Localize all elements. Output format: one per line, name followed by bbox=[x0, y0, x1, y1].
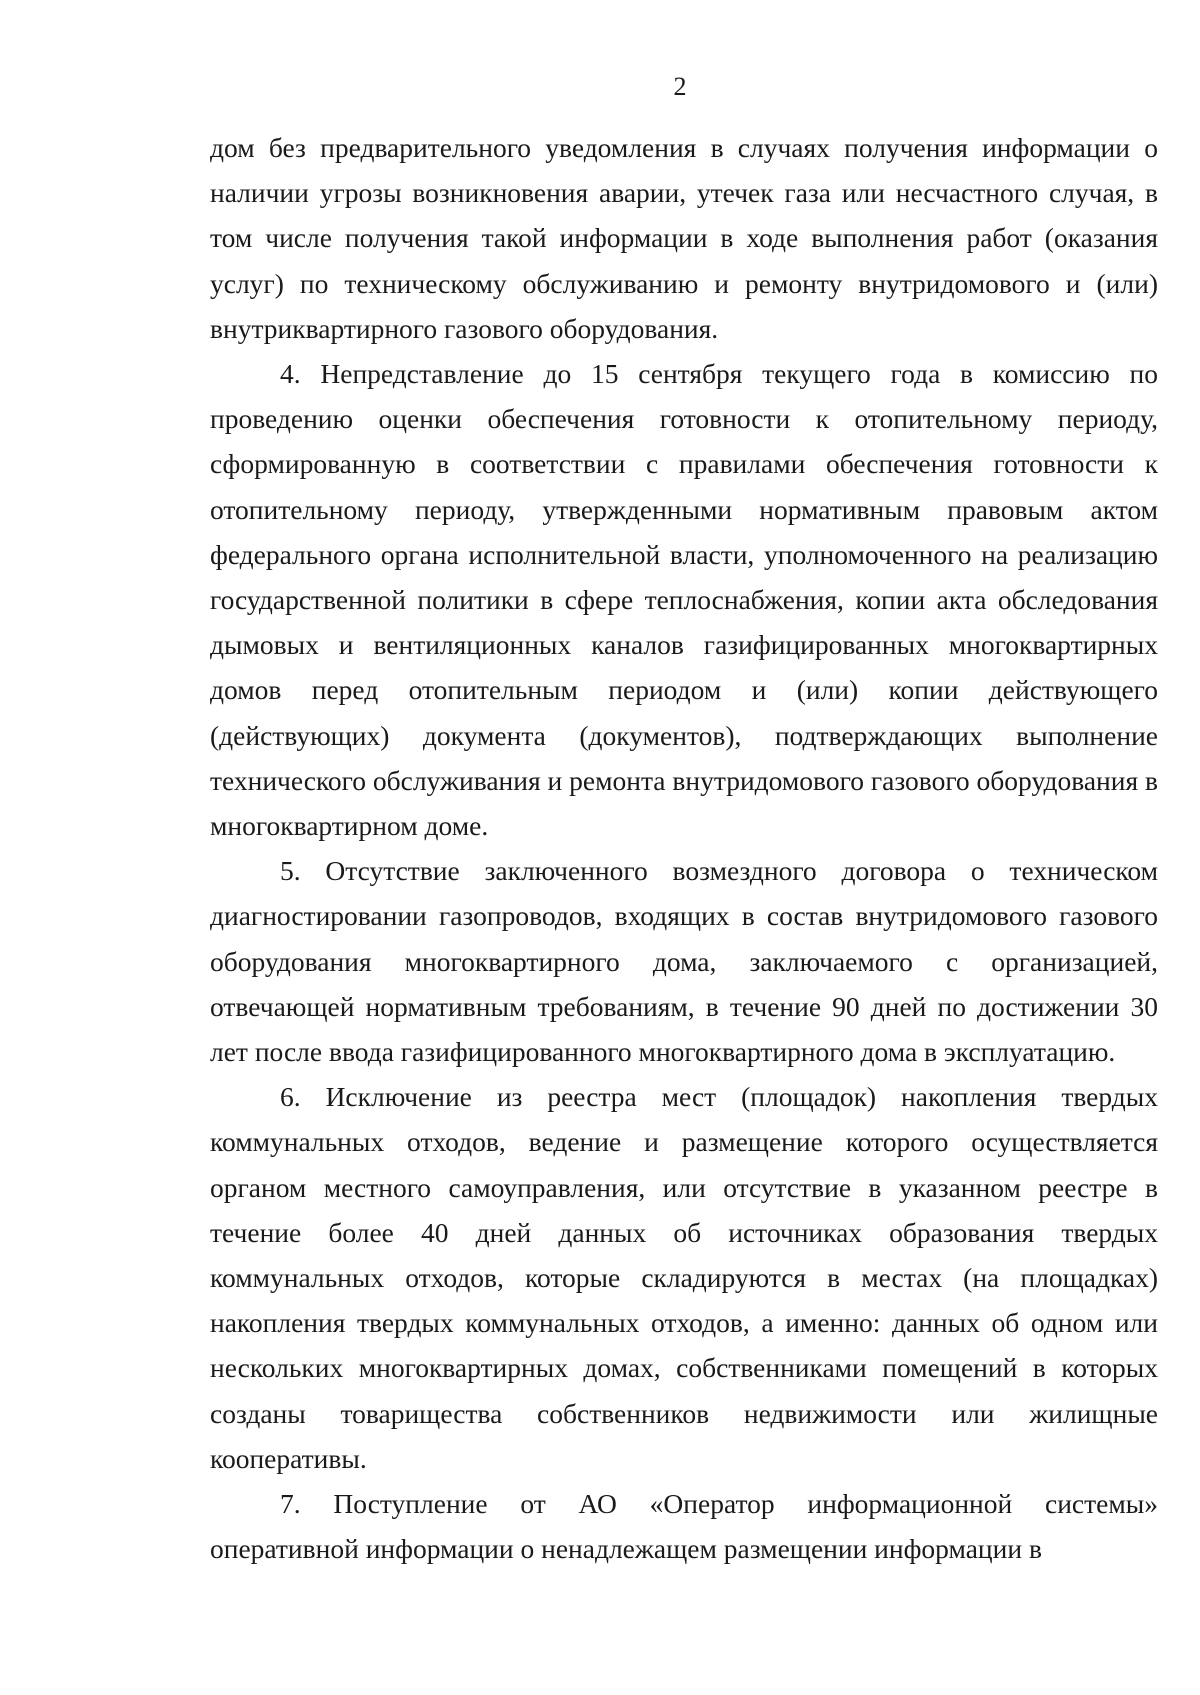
paragraph-item-5: 5. Отсутствие заключенного возмездного договора о техническом диагностировании газопроводов, входящих в состав внутридомового газового оборудования многоквартирного дома, заключаемого с организацией, отвечающей нормативным требованиям, в течение 90 дней по достижении 30 лет после ввода газифицированного многоквартирного дома в эксплуатацию. bbox=[210, 855, 1158, 1068]
page-number: 2 bbox=[673, 72, 687, 101]
paragraph-item-6: 6. Исключение из реестра мест (площадок) накопления твердых коммунальных отходов, ведение и размещение которого осуществляется органом местного самоуправления, или отсутствие в указанном реестре в течение более 40 дней данных об источниках образования твердых коммунальных отходов, которые складируются в местах (на площадках) накопления твердых коммунальных отходов, а именно: данных об одном или нескольких многоквартирных домах, собственниками помещений в которых созданы товарищества собственников недвижимости или жилищные кооперативы. bbox=[210, 1081, 1158, 1474]
paragraph-item-4: 4. Непредставление до 15 сентября текущего года в комиссию по проведению оценки обеспечения готовности к отопительному периоду, сформированную в соответствии с правилами обеспечения готовности к отопительному периоду, утвержденными нормативным правовым актом федерального органа исполнительной власти, уполномоченного на реализацию государственной политики в сфере теплоснабжения, копии акта обследования дымовых и вентиляционных каналов газифицированных многоквартирных домов перед отопительным периодом и (или) копии действующего (действующих) документа (документов), подтверждающих выполнение технического обслуживания и ремонта внутридомового газового оборудования в многоквартирном доме. bbox=[210, 358, 1158, 842]
document-body bbox=[210, 125, 1158, 1572]
paragraph-item-7: 7. Поступление от АО «Оператор информационной системы» оперативной информации о ненадлежащем размещении информации в bbox=[210, 1488, 1158, 1565]
paragraph-continuation: дом без предварительного уведомления в случаях получения информации о наличии угрозы возникновения аварии, утечек газа или несчастного случая, в том числе получения такой информации в ходе выполнения работ (оказания услуг) по техническому обслуживанию и ремонту внутридомового и (или) внутриквартирного газового оборудования. bbox=[210, 132, 1158, 344]
